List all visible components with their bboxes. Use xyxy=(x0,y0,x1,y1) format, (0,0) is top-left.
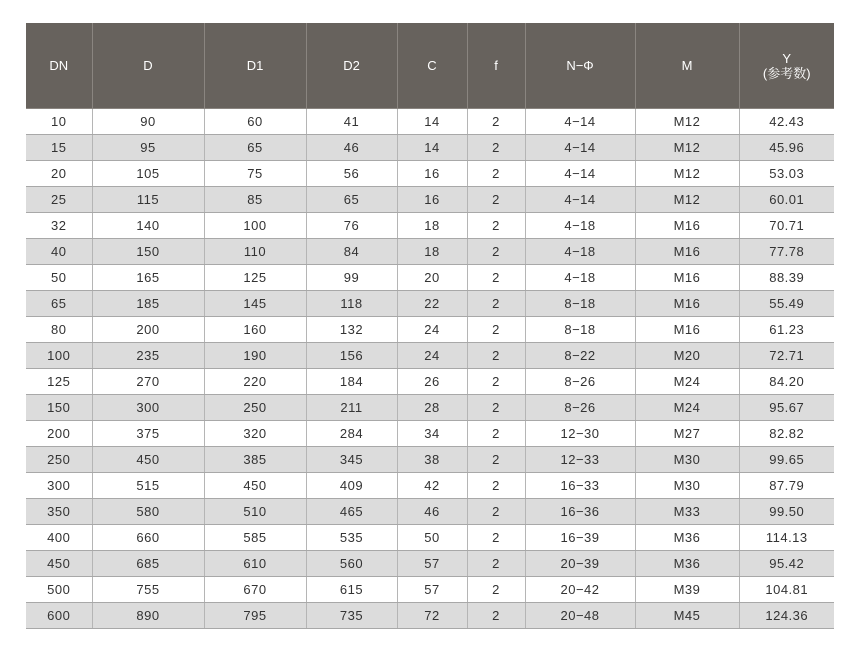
cell-dn: 50 xyxy=(26,265,92,291)
column-header-d1: D1 xyxy=(204,23,306,109)
cell-dn: 40 xyxy=(26,239,92,265)
cell-f: 2 xyxy=(467,603,525,629)
table-row xyxy=(26,265,834,291)
cell-d1: 220 xyxy=(204,369,306,395)
cell-d: 685 xyxy=(92,551,204,577)
cell-f: 2 xyxy=(467,213,525,239)
cell-n-phi: 4−18 xyxy=(525,265,635,291)
cell-d1: 110 xyxy=(204,239,306,265)
cell-y: 95.67 xyxy=(739,395,834,421)
cell-dn: 200 xyxy=(26,421,92,447)
cell-m: M39 xyxy=(635,577,739,603)
cell-m: M24 xyxy=(635,395,739,421)
cell-d2: 284 xyxy=(306,421,397,447)
table-row xyxy=(26,421,834,447)
cell-d2: 46 xyxy=(306,135,397,161)
cell-d: 270 xyxy=(92,369,204,395)
cell-m: M27 xyxy=(635,421,739,447)
cell-d1: 795 xyxy=(204,603,306,629)
cell-d1: 75 xyxy=(204,161,306,187)
cell-d: 105 xyxy=(92,161,204,187)
table-row xyxy=(26,135,834,161)
cell-f: 2 xyxy=(467,551,525,577)
cell-y: 88.39 xyxy=(739,265,834,291)
cell-d: 95 xyxy=(92,135,204,161)
cell-d2: 84 xyxy=(306,239,397,265)
cell-dn: 10 xyxy=(26,109,92,135)
cell-n-phi: 20−42 xyxy=(525,577,635,603)
cell-y: 60.01 xyxy=(739,187,834,213)
cell-n-phi: 4−14 xyxy=(525,187,635,213)
cell-c: 16 xyxy=(397,187,467,213)
cell-d1: 125 xyxy=(204,265,306,291)
cell-y: 53.03 xyxy=(739,161,834,187)
cell-d1: 320 xyxy=(204,421,306,447)
cell-dn: 300 xyxy=(26,473,92,499)
cell-c: 24 xyxy=(397,317,467,343)
cell-n-phi: 8−22 xyxy=(525,343,635,369)
cell-n-phi: 16−39 xyxy=(525,525,635,551)
cell-d: 115 xyxy=(92,187,204,213)
cell-n-phi: 16−36 xyxy=(525,499,635,525)
cell-d2: 132 xyxy=(306,317,397,343)
cell-c: 24 xyxy=(397,343,467,369)
cell-m: M16 xyxy=(635,291,739,317)
cell-f: 2 xyxy=(467,525,525,551)
cell-m: M36 xyxy=(635,551,739,577)
cell-d: 150 xyxy=(92,239,204,265)
cell-d2: 560 xyxy=(306,551,397,577)
column-header-y-note: (参考数) xyxy=(762,65,811,81)
cell-c: 16 xyxy=(397,161,467,187)
cell-n-phi: 20−39 xyxy=(525,551,635,577)
cell-n-phi: 8−26 xyxy=(525,395,635,421)
cell-d2: 615 xyxy=(306,577,397,603)
table-row xyxy=(26,187,834,213)
table-row xyxy=(26,369,834,395)
cell-f: 2 xyxy=(467,395,525,421)
cell-n-phi: 4−14 xyxy=(525,135,635,161)
cell-d2: 41 xyxy=(306,109,397,135)
cell-f: 2 xyxy=(467,265,525,291)
cell-n-phi: 8−18 xyxy=(525,291,635,317)
cell-d: 165 xyxy=(92,265,204,291)
cell-f: 2 xyxy=(467,421,525,447)
cell-c: 57 xyxy=(397,551,467,577)
table-row xyxy=(26,603,834,629)
column-header-c: C xyxy=(397,23,467,109)
cell-f: 2 xyxy=(467,317,525,343)
cell-dn: 25 xyxy=(26,187,92,213)
flange-dimension-table xyxy=(26,23,834,629)
column-header-y xyxy=(739,23,834,109)
table-row xyxy=(26,343,834,369)
cell-y: 61.23 xyxy=(739,317,834,343)
table-body xyxy=(26,109,834,629)
cell-y: 55.49 xyxy=(739,291,834,317)
cell-n-phi: 4−18 xyxy=(525,213,635,239)
cell-n-phi: 20−48 xyxy=(525,603,635,629)
cell-d2: 56 xyxy=(306,161,397,187)
cell-d2: 535 xyxy=(306,525,397,551)
cell-dn: 150 xyxy=(26,395,92,421)
table-header-row xyxy=(26,23,834,109)
cell-dn: 20 xyxy=(26,161,92,187)
cell-y: 114.13 xyxy=(739,525,834,551)
table-row xyxy=(26,317,834,343)
cell-m: M16 xyxy=(635,317,739,343)
cell-d: 375 xyxy=(92,421,204,447)
cell-d1: 670 xyxy=(204,577,306,603)
cell-c: 14 xyxy=(397,135,467,161)
cell-c: 38 xyxy=(397,447,467,473)
cell-y: 99.50 xyxy=(739,499,834,525)
cell-n-phi: 4−14 xyxy=(525,161,635,187)
cell-d2: 65 xyxy=(306,187,397,213)
cell-c: 22 xyxy=(397,291,467,317)
cell-m: M30 xyxy=(635,473,739,499)
cell-dn: 400 xyxy=(26,525,92,551)
cell-d: 235 xyxy=(92,343,204,369)
table-row xyxy=(26,525,834,551)
cell-m: M30 xyxy=(635,447,739,473)
cell-n-phi: 12−30 xyxy=(525,421,635,447)
cell-y: 99.65 xyxy=(739,447,834,473)
cell-dn: 15 xyxy=(26,135,92,161)
table-row xyxy=(26,109,834,135)
column-header-d2: D2 xyxy=(306,23,397,109)
cell-c: 28 xyxy=(397,395,467,421)
cell-c: 20 xyxy=(397,265,467,291)
cell-dn: 500 xyxy=(26,577,92,603)
cell-n-phi: 16−33 xyxy=(525,473,635,499)
cell-m: M16 xyxy=(635,239,739,265)
cell-d1: 510 xyxy=(204,499,306,525)
cell-n-phi: 12−33 xyxy=(525,447,635,473)
cell-d1: 585 xyxy=(204,525,306,551)
cell-y: 82.82 xyxy=(739,421,834,447)
table-row xyxy=(26,395,834,421)
cell-c: 50 xyxy=(397,525,467,551)
cell-d: 300 xyxy=(92,395,204,421)
cell-d2: 345 xyxy=(306,447,397,473)
cell-d1: 190 xyxy=(204,343,306,369)
cell-d: 185 xyxy=(92,291,204,317)
cell-f: 2 xyxy=(467,473,525,499)
cell-d: 450 xyxy=(92,447,204,473)
cell-d1: 100 xyxy=(204,213,306,239)
cell-d: 90 xyxy=(92,109,204,135)
cell-c: 72 xyxy=(397,603,467,629)
cell-dn: 600 xyxy=(26,603,92,629)
cell-m: M20 xyxy=(635,343,739,369)
cell-d: 755 xyxy=(92,577,204,603)
cell-d1: 250 xyxy=(204,395,306,421)
cell-n-phi: 8−18 xyxy=(525,317,635,343)
cell-f: 2 xyxy=(467,499,525,525)
cell-n-phi: 4−18 xyxy=(525,239,635,265)
cell-m: M16 xyxy=(635,265,739,291)
column-header-f: f xyxy=(467,23,525,109)
cell-m: M12 xyxy=(635,135,739,161)
column-header-d: D xyxy=(92,23,204,109)
column-header-n-phi: N−Φ xyxy=(525,23,635,109)
table-row xyxy=(26,551,834,577)
cell-c: 34 xyxy=(397,421,467,447)
cell-f: 2 xyxy=(467,109,525,135)
cell-d: 515 xyxy=(92,473,204,499)
cell-f: 2 xyxy=(467,369,525,395)
cell-y: 72.71 xyxy=(739,343,834,369)
cell-d2: 76 xyxy=(306,213,397,239)
cell-f: 2 xyxy=(467,291,525,317)
cell-f: 2 xyxy=(467,135,525,161)
column-header-y-label: Y xyxy=(782,50,792,66)
table-row xyxy=(26,291,834,317)
cell-c: 18 xyxy=(397,239,467,265)
cell-y: 104.81 xyxy=(739,577,834,603)
cell-m: M12 xyxy=(635,161,739,187)
cell-d1: 85 xyxy=(204,187,306,213)
cell-c: 14 xyxy=(397,109,467,135)
cell-y: 70.71 xyxy=(739,213,834,239)
cell-d: 890 xyxy=(92,603,204,629)
cell-f: 2 xyxy=(467,187,525,213)
cell-d2: 184 xyxy=(306,369,397,395)
cell-y: 95.42 xyxy=(739,551,834,577)
cell-c: 26 xyxy=(397,369,467,395)
cell-f: 2 xyxy=(467,447,525,473)
cell-m: M24 xyxy=(635,369,739,395)
cell-d: 200 xyxy=(92,317,204,343)
table-row xyxy=(26,161,834,187)
cell-n-phi: 4−14 xyxy=(525,109,635,135)
cell-d1: 160 xyxy=(204,317,306,343)
cell-d2: 735 xyxy=(306,603,397,629)
cell-f: 2 xyxy=(467,577,525,603)
cell-y: 45.96 xyxy=(739,135,834,161)
cell-d: 660 xyxy=(92,525,204,551)
cell-dn: 450 xyxy=(26,551,92,577)
cell-dn: 250 xyxy=(26,447,92,473)
table-row xyxy=(26,447,834,473)
flange-dimension-table-container xyxy=(26,23,834,629)
cell-y: 42.43 xyxy=(739,109,834,135)
table-row xyxy=(26,239,834,265)
cell-m: M36 xyxy=(635,525,739,551)
cell-dn: 350 xyxy=(26,499,92,525)
table-row xyxy=(26,499,834,525)
cell-d1: 610 xyxy=(204,551,306,577)
cell-d2: 99 xyxy=(306,265,397,291)
cell-d1: 385 xyxy=(204,447,306,473)
cell-c: 57 xyxy=(397,577,467,603)
cell-y: 124.36 xyxy=(739,603,834,629)
cell-y: 84.20 xyxy=(739,369,834,395)
cell-d1: 60 xyxy=(204,109,306,135)
cell-dn: 125 xyxy=(26,369,92,395)
cell-f: 2 xyxy=(467,161,525,187)
cell-dn: 65 xyxy=(26,291,92,317)
cell-dn: 100 xyxy=(26,343,92,369)
cell-m: M33 xyxy=(635,499,739,525)
cell-m: M16 xyxy=(635,213,739,239)
cell-d1: 450 xyxy=(204,473,306,499)
table-row xyxy=(26,213,834,239)
column-header-dn: DN xyxy=(26,23,92,109)
cell-d: 580 xyxy=(92,499,204,525)
cell-n-phi: 8−26 xyxy=(525,369,635,395)
cell-c: 18 xyxy=(397,213,467,239)
cell-f: 2 xyxy=(467,343,525,369)
cell-d2: 156 xyxy=(306,343,397,369)
cell-d2: 409 xyxy=(306,473,397,499)
cell-y: 77.78 xyxy=(739,239,834,265)
table-row xyxy=(26,577,834,603)
cell-d: 140 xyxy=(92,213,204,239)
cell-c: 42 xyxy=(397,473,467,499)
cell-m: M12 xyxy=(635,109,739,135)
cell-d2: 465 xyxy=(306,499,397,525)
cell-y: 87.79 xyxy=(739,473,834,499)
cell-d1: 65 xyxy=(204,135,306,161)
cell-f: 2 xyxy=(467,239,525,265)
cell-d2: 118 xyxy=(306,291,397,317)
cell-m: M12 xyxy=(635,187,739,213)
cell-d2: 211 xyxy=(306,395,397,421)
cell-dn: 80 xyxy=(26,317,92,343)
column-header-m: M xyxy=(635,23,739,109)
cell-m: M45 xyxy=(635,603,739,629)
cell-d1: 145 xyxy=(204,291,306,317)
cell-c: 46 xyxy=(397,499,467,525)
table-row xyxy=(26,473,834,499)
cell-dn: 32 xyxy=(26,213,92,239)
